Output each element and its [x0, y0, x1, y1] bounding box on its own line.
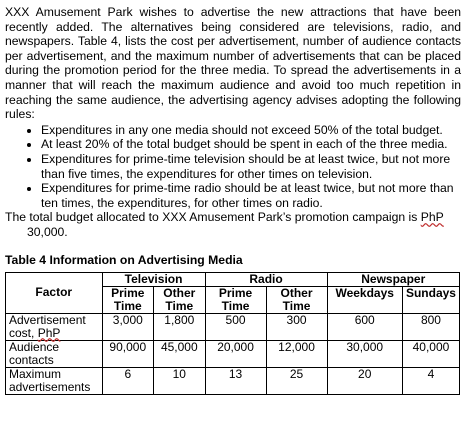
intro-paragraph: XXX Amusement Park wishes to advertise the new attractions that have been recently added. The alternatives being considered are televisions, radio, and newspapers. Table 4, lists the cost per advertisement, number of audience contacts per advertisement, and the maximum number of advertisements that can be placed during the promotion period for the three media. To spread the advertisements in a manner that will reach the maximum audience and avoid too much repetition in reaching the same audience, the advertising agency advises adopting the following rules: [5, 5, 461, 122]
row-factor [6, 340, 103, 367]
advertising-media-table [5, 272, 460, 395]
factor-header: Factor [6, 272, 103, 313]
row-factor-text: Maximum advertisements [9, 366, 91, 394]
cell-radio-prime: 500 [205, 313, 266, 340]
cell-radio-other: 25 [266, 367, 327, 394]
table-title: Table 4 Information on Advertising Media [5, 252, 243, 267]
cell-tv-prime: 3,000 [102, 313, 154, 340]
rule-item: • At least 20% of the total budget should be spent in each of the three media. [41, 137, 461, 152]
row-factor-currency: PhP [37, 325, 61, 340]
rule-item: • Expenditures in any one media should not exceed 50% of the total budget. [41, 123, 461, 138]
cell-np-sundays: 40,000 [402, 340, 459, 367]
media-header-newspaper: Newspaper [327, 272, 459, 286]
cell-radio-prime: 20,000 [205, 340, 266, 367]
cell-radio-other: 300 [266, 313, 327, 340]
cell-tv-other: 10 [154, 367, 206, 394]
table-row [6, 313, 460, 340]
row-factor-text: Audience contacts [9, 339, 60, 367]
cell-np-weekdays: 20 [327, 367, 402, 394]
cell-np-sundays: 4 [402, 367, 459, 394]
cell-tv-other: 1,800 [154, 313, 206, 340]
document-page [5, 5, 461, 395]
budget-amount: 30,000. [27, 224, 68, 239]
subheader-tv-prime: Prime Time [102, 286, 154, 313]
subheader-np-sundays: Sundays [402, 286, 459, 313]
cell-tv-other: 45,000 [154, 340, 206, 367]
subheader-radio-prime: Prime Time [205, 286, 266, 313]
table-header-row-media [6, 272, 460, 286]
cell-radio-other: 12,000 [266, 340, 327, 367]
rule-item: • Expenditures for prime-time radio should be at least twice, but not more than ten times, the expenditures, for other times on radio. [41, 181, 461, 210]
media-header-radio: Radio [205, 272, 327, 286]
subheader-radio-other: Other Time [266, 286, 327, 313]
row-factor [6, 313, 103, 340]
media-header-television: Television [102, 272, 205, 286]
table-row [6, 340, 460, 367]
budget-text: The total budget allocated to XXX Amusement Park’s promotion campaign is [5, 210, 421, 225]
subheader-np-weekdays: Weekdays [327, 286, 402, 313]
table-row [6, 367, 460, 394]
cell-np-weekdays: 600 [327, 313, 402, 340]
rules-list [5, 123, 461, 211]
cell-tv-prime: 6 [102, 367, 154, 394]
budget-currency: PhP [420, 210, 444, 225]
row-factor [6, 367, 103, 394]
budget-paragraph [5, 210, 461, 239]
rule-item: • Expenditures for prime-time television should be at least twice, but not more than five times, the expenditures for other times on television. [41, 152, 461, 181]
cell-np-weekdays: 30,000 [327, 340, 402, 367]
subheader-tv-other: Other Time [154, 286, 206, 313]
cell-np-sundays: 800 [402, 313, 459, 340]
row-factor-text: Advertisement cost, [9, 312, 86, 340]
cell-tv-prime: 90,000 [102, 340, 154, 367]
cell-radio-prime: 13 [205, 367, 266, 394]
